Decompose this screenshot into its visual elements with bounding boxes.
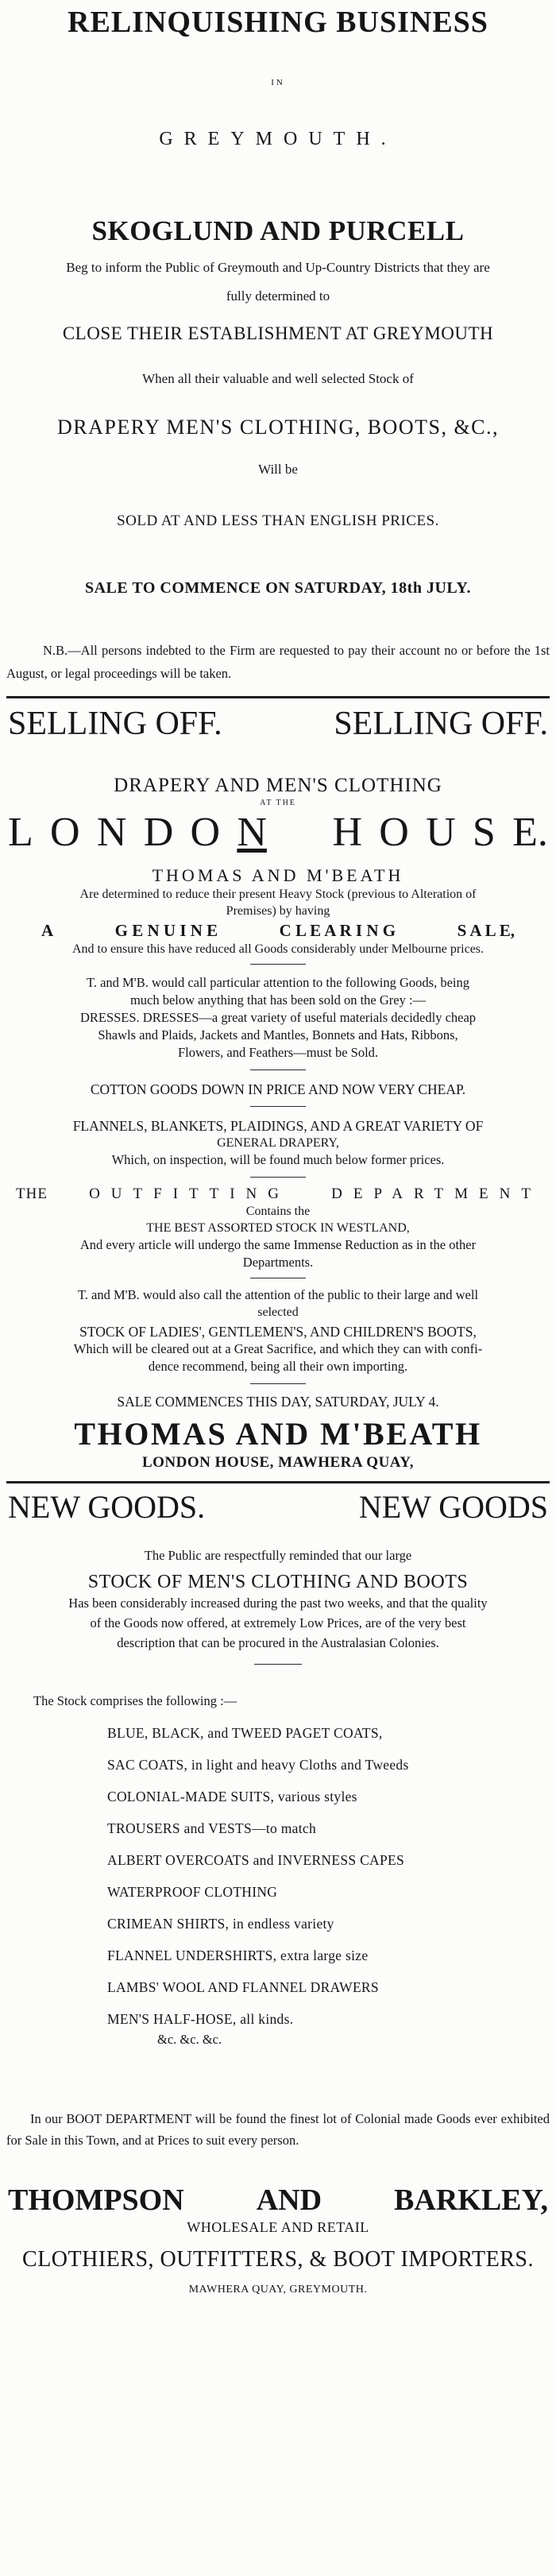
increase-line-1: Has been considerably increased during the past two weeks, and that the quality [68, 1595, 488, 1611]
firm-name-heading: SKOGLUND AND PURCELL [91, 215, 465, 246]
also-attention-line-2: selected [257, 1305, 299, 1319]
reduce-stock-line-2: Premises) by having [226, 904, 330, 918]
newspaper-page [0, 5, 556, 2576]
section-divider [6, 1481, 550, 1483]
genuine-clearing-sale-heading [6, 921, 550, 941]
contains-line-1: Contains the [245, 1205, 311, 1218]
short-divider [250, 1069, 306, 1070]
short-divider [250, 1106, 306, 1107]
attention-line-2: much below anything that has been sold on the Grey :— [129, 992, 427, 1008]
stock-clothing-heading: STOCK OF MEN'S CLOTHING AND BOOTS [87, 1572, 469, 1592]
etcetera-line: &c. &c. &c. [157, 2032, 222, 2047]
selling-off-banner [6, 705, 550, 743]
london-letter: O [190, 810, 221, 855]
attention-line-1: T. and M'B. would call particular attention to the following Goods, being [87, 975, 469, 990]
boots-stock-line-2: Which will be cleared out at a Great Sacrifice, and which they can with confi- [73, 1341, 483, 1356]
contains-line-4: Departments. [242, 1255, 314, 1270]
list-item: BLUE, BLACK, and TWEED PAGET COATS, [107, 1725, 383, 1741]
sale-date-heading: SALE TO COMMENCE ON SATURDAY, 18th JULY. [84, 579, 472, 597]
list-item: TROUSERS and VESTS—to match [107, 1820, 316, 1836]
ensure-line: And to ensure this have reduced all Goods considerably under Melbourne prices. [71, 942, 485, 956]
increase-line-3: description that can be procured in the Australasian Colonies. [117, 1635, 439, 1650]
firm-word: BARKLEY, [394, 2183, 548, 2217]
list-item: FLANNEL UNDERSHIRTS, extra large size [107, 1947, 369, 1963]
nota-bene-notice: N.B.—All persons indebted to the Firm are requested to pay their account no or before the 1st August, or legal proceedings will be taken. [6, 643, 550, 681]
london-letter: N [96, 810, 127, 855]
outfitting-word: DEPARTMENT [331, 1186, 542, 1202]
public-reminder-line: The Public are respectfully reminded that our large [144, 1548, 412, 1563]
dresses-line-1: DRESSES. DRESSES—a great variety of useful materials decidedly cheap [79, 1010, 477, 1025]
contains-line-2: THE BEST ASSORTED STOCK IN WESTLAND, [146, 1221, 410, 1235]
announcement-line-2: fully determined to [226, 288, 330, 304]
sale-commences-line: SALE COMMENCES THIS DAY, SATURDAY, JULY 4. [117, 1394, 439, 1410]
house-letter: O [379, 810, 409, 855]
thompson-barkley-advert [6, 1488, 550, 2296]
stock-description-line: When all their valuable and well selected Stock of [142, 371, 414, 386]
firm-word: THOMPSON [8, 2183, 184, 2217]
flannels-line-2: GENERAL DRAPERY, [217, 1136, 339, 1150]
list-item: ALBERT OVERCOATS and INVERNESS CAPES [107, 1852, 405, 1868]
selling-off-left: SELLING OFF. [8, 706, 222, 742]
outfitting-word: OUTFITTING [89, 1186, 291, 1202]
house-letter: H [332, 810, 362, 855]
wholesale-retail-line: WHOLESALE AND RETAIL [187, 2219, 369, 2235]
list-item: COLONIAL-MADE SUITS, various styles [107, 1789, 357, 1804]
thomas-mbeath-signature: THOMAS AND M'BEATH [74, 1416, 482, 1452]
london-letter: L [8, 810, 33, 855]
clothiers-heading: CLOTHIERS, OUTFITTERS, & BOOT IMPORTERS. [22, 2247, 534, 2272]
list-item: LAMBS' WOOL AND FLANNEL DRAWERS [107, 1979, 379, 1995]
london-house-heading [6, 809, 550, 856]
dresses-line-3: Flowers, and Feathers—must be Sold. [177, 1045, 379, 1060]
short-divider [254, 1664, 302, 1665]
reduce-stock-line-1: Are determined to reduce their present Heavy Stock (previous to Alteration of [79, 888, 477, 901]
also-attention-line-1: T. and M'B. would also call the attention of the public to their large and well [77, 1287, 479, 1302]
list-item: WATERPROOF CLOTHING [107, 1884, 278, 1900]
list-item: CRIMEAN SHIRTS, in endless variety [107, 1916, 334, 1932]
house-letter: U [426, 810, 456, 855]
outfitting-department-heading [6, 1186, 550, 1203]
stock-comprises-line: The Stock comprises the following :— [33, 1693, 237, 1708]
drapery-heading: DRAPERY MEN'S CLOTHING, BOOTS, &C., [56, 416, 500, 439]
in-label: IN [271, 78, 285, 87]
new-goods-left: NEW GOODS. [8, 1489, 206, 1525]
london-letter: N [237, 810, 267, 855]
short-divider [250, 964, 306, 965]
london-letter: D [143, 810, 174, 855]
thompson-barkley-heading [6, 2183, 550, 2218]
list-item: SAC COATS, in light and heavy Cloths and Tweeds [107, 1757, 409, 1773]
flannels-line-1: FLANNELS, BLANKETS, PLAIDINGS, AND A GREAT VARIETY OF [72, 1118, 484, 1134]
at-the-label: AT THE [260, 799, 296, 807]
house-letter: S [472, 810, 496, 855]
new-goods-banner [6, 1488, 550, 1526]
house-spacer [284, 809, 315, 856]
flannels-line-3: Which, on inspection, will be found much below former prices. [111, 1152, 445, 1167]
london-letter: O [50, 810, 80, 855]
sold-prices-heading: SOLD AT AND LESS THAN ENGLISH PRICES. [117, 512, 439, 529]
cotton-goods-line: COTTON GOODS DOWN IN PRICE AND NOW VERY CHEAP. [90, 1081, 466, 1097]
close-establishment-heading: CLOSE THEIR ESTABLISHMENT AT GREYMOUTH [62, 323, 494, 343]
contains-line-3: And every article will undergo the same Immense Reduction as in the other [79, 1237, 477, 1252]
genuine-word: S A L E, [457, 921, 515, 940]
short-divider [250, 1177, 306, 1178]
drapery-clothing-heading: DRAPERY AND MEN'S CLOTHING [114, 775, 442, 796]
genuine-word: C L E A R I N G [279, 921, 396, 940]
boots-stock-line-3: dence recommend, being all their own importing. [148, 1359, 408, 1374]
short-divider [250, 1383, 306, 1384]
genuine-word: G E N U I N E [114, 921, 218, 940]
dresses-line-2: Shawls and Plaids, Jackets and Mantles, Bonnets and Hats, Ribbons, [98, 1027, 458, 1042]
house-letter: E. [512, 810, 548, 855]
boot-department-paragraph: In our BOOT DEPARTMENT will be found the finest lot of Colonial made Goods ever exhibited for Sale in this Town, and at Prices to suit every person. [6, 2111, 550, 2148]
genuine-word: A [41, 921, 54, 940]
thomas-mbeath-subheading: THOMAS AND M'BEATH [152, 865, 404, 885]
list-item: MEN'S HALF-HOSE, all kinds. [107, 2011, 294, 2027]
selling-off-right: SELLING OFF. [334, 706, 548, 742]
boots-stock-line-1: STOCK OF LADIES', GENTLEMEN'S, AND CHILDREN'S BOOTS, [79, 1324, 477, 1340]
relinquishing-business-heading: RELINQUISHING BUSINESS [68, 6, 488, 39]
greymouth-heading: GREYMOUTH. [159, 129, 397, 149]
announcement-line-1: Beg to inform the Public of Greymouth and Up-Country Districts that they are [66, 260, 490, 275]
firm-word: AND [256, 2183, 322, 2217]
skoglund-purcell-advert [6, 5, 550, 685]
stock-items-list [6, 1717, 550, 2035]
thomas-mbeath-advert [6, 705, 550, 1472]
mawhera-quay-address: MAWHERA QUAY, GREYMOUTH. [188, 2284, 368, 2296]
outfitting-word: THE [16, 1186, 48, 1202]
new-goods-right: NEW GOODS [358, 1489, 548, 1525]
increase-line-2: of the Goods now offered, at extremely Low Prices, are of the very best [90, 1615, 466, 1630]
will-be-line: Will be [258, 462, 298, 477]
section-divider [6, 696, 550, 698]
london-house-address: LONDON HOUSE, MAWHERA QUAY, [141, 1454, 414, 1471]
